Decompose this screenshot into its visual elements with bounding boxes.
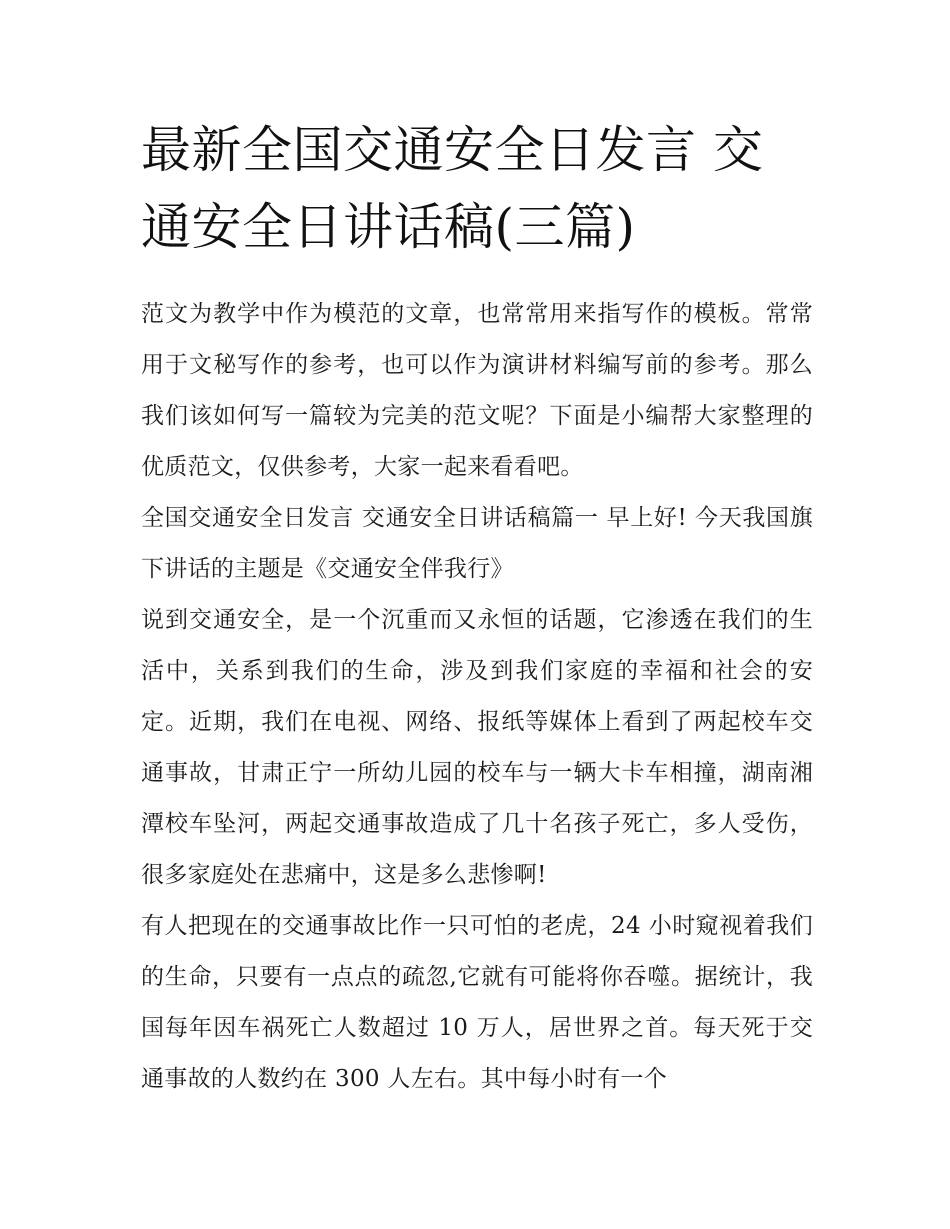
document-title: 最新全国交通安全日发言 交通安全日讲话稿(三篇) (141, 121, 764, 256)
paragraph-speech-heading: 全国交通安全日发言 交通安全日讲话稿篇一 早上好! 今天我国旗下讲话的主题是《交通安全伴我行》 (141, 505, 813, 582)
paragraph-intro: 范文为教学中作为模范的文章，也常常用来指写作的模板。常常用于文秘写作的参考，也可以作为演讲材料编写前的参考。那么我们该如何写一篇较为完美的范文呢？下面是小编帮大家整理的优质范文，仅供参考，大家一起来看看吧。 (141, 301, 813, 480)
paragraph-traffic-safety: 说到交通安全，是一个沉重而又永恒的话题，它渗透在我们的生活中，关系到我们的生命，涉及到我们家庭的幸福和社会的安定。近期，我们在电视、网络、报纸等媒体上看到了两起校车交通事故，甘肃正宁一所幼儿园的校车与一辆大卡车相撞，湖南湘潭校车坠河，两起交通事故造成了几十名孩子死亡，多人受伤，很多家庭处在悲痛中，这是多么悲惨啊! (141, 607, 813, 888)
document-body (141, 289, 813, 1105)
document-page (141, 112, 813, 1105)
paragraph-statistics: 有人把现在的交通事故比作一只可怕的老虎，24 小时窥视着我们的生命，只要有一点点的疏忽,它就有可能将你吞噬。据统计，我国每年因车祸死亡人数超过 10 万人，居世界之首。每天死于交通事故的人数约在 300 人左右。其中每小时有一个 (141, 913, 813, 1092)
